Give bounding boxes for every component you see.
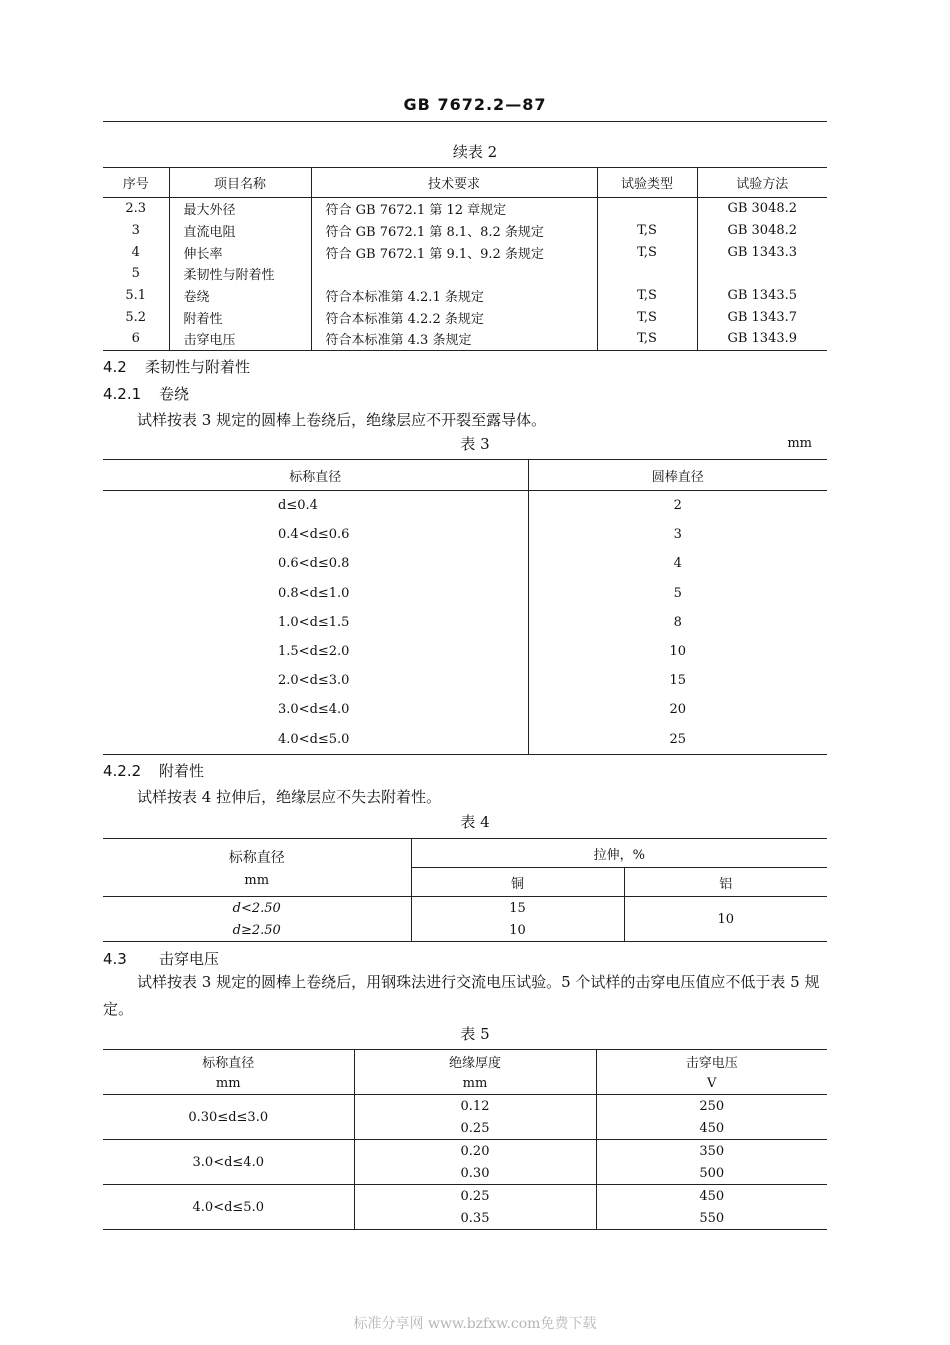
table-row	[103, 1140, 827, 1163]
table5-thickness-cell: 0.25	[354, 1185, 596, 1208]
table2-header-cell: 试验类型	[597, 168, 697, 198]
table5-thickness-cell: 0.12	[354, 1095, 596, 1118]
table-row	[103, 520, 827, 549]
table2-cell: GB 1343.7	[697, 306, 827, 328]
table-row	[103, 328, 827, 350]
section-title: 附着性	[159, 762, 205, 780]
table5-voltage-cell: 250	[596, 1095, 827, 1118]
table-row	[103, 666, 827, 695]
table3-dia-cell: 0.6<d≤0.8	[278, 556, 350, 572]
table5-unit-cell: V	[596, 1072, 827, 1095]
table5	[103, 1049, 827, 1230]
standard-number: GB 7672.2—87	[403, 95, 547, 114]
section-number: 4.2.1	[103, 385, 142, 403]
table4	[103, 838, 827, 942]
table5-header-cell: 绝缘厚度	[354, 1050, 596, 1073]
section-4-3-heading	[103, 948, 219, 969]
table2-cell: 柔韧性与附着性	[169, 263, 311, 285]
table2-header-cell: 项目名称	[169, 168, 311, 198]
table2-cell: T,S	[597, 220, 697, 242]
table5-thickness-cell: 0.25	[354, 1117, 596, 1140]
table3-rod-cell: 10	[528, 637, 827, 666]
table2-cell: 最大外径	[169, 198, 311, 220]
table2-header-cell: 技术要求	[311, 168, 597, 198]
table2-cell: 卷绕	[169, 285, 311, 307]
table5-voltage-cell: 450	[596, 1117, 827, 1140]
table4-dia-header	[103, 839, 411, 897]
table2-cell: T,S	[597, 241, 697, 263]
table-row	[103, 306, 827, 328]
table2-cell: 5.2	[125, 309, 147, 325]
table2-cell: 5.1	[125, 288, 147, 304]
table3-header-row	[103, 460, 827, 491]
table4-cu-cell: 10	[411, 919, 624, 942]
table5-voltage-cell: 550	[596, 1207, 827, 1230]
table2-cell: 5	[131, 266, 140, 282]
table4-dia-cell: d≥2.50	[232, 922, 281, 938]
section-title: 卷绕	[159, 385, 190, 403]
table3-rod-cell: 20	[528, 695, 827, 724]
table5-dia-cell: 0.30≤d≤3.0	[103, 1095, 354, 1140]
table4-subheader-cu: 铜	[411, 868, 624, 897]
table3-caption: 表 3	[460, 435, 490, 453]
table3-dia-cell: 1.0<d≤1.5	[278, 614, 350, 630]
footer-watermark: 标准分享网 www.bzfxw.com免费下载	[353, 1316, 597, 1332]
table2	[103, 167, 827, 351]
table2-cell: 4	[131, 244, 140, 260]
section-4-3-text: 试样按表 3 规定的圆棒上卷绕后，用钢珠法进行交流电压试验。5 个试样的击穿电压值应不低于表 5 规定。	[103, 973, 820, 1018]
table2-cell: 符合 GB 7672.1 第 8.1、8.2 条规定	[311, 220, 597, 242]
table3-rod-cell: 15	[528, 666, 827, 695]
table4-dia-cell: d<2.50	[232, 900, 281, 916]
table2-cell: 击穿电压	[169, 328, 311, 350]
table4-al-cell: 10	[624, 897, 827, 942]
table4-header-row	[103, 839, 827, 868]
section-4-2-2-text: 试样按表 4 拉伸后，绝缘层应不失去附着性。	[137, 788, 442, 806]
table5-unit-row	[103, 1072, 827, 1095]
section-4-2-2-heading	[103, 760, 204, 781]
section-4-2-1-heading	[103, 383, 189, 404]
table2-cell: GB 1343.3	[697, 241, 827, 263]
table2-cell: 2.3	[125, 201, 147, 217]
table2-cell: GB 3048.2	[697, 198, 827, 220]
table2-header-cell: 序号	[103, 168, 169, 198]
table-row	[103, 725, 827, 755]
table2-cell: 符合 GB 7672.1 第 12 章规定	[311, 198, 597, 220]
table-row	[103, 549, 827, 578]
table-row	[103, 220, 827, 242]
table2-cell	[597, 263, 697, 285]
table3-rod-cell: 4	[528, 549, 827, 578]
table5-header-cell: 标称直径	[202, 1055, 255, 1071]
section-4-2-1-text: 试样按表 3 规定的圆棒上卷绕后，绝缘层应不开裂至露导体。	[137, 411, 547, 429]
table-row	[103, 263, 827, 285]
section-number: 4.3	[103, 950, 127, 968]
section-title: 击穿电压	[159, 950, 220, 968]
table3-dia-cell: 1.5<d≤2.0	[278, 644, 350, 660]
table2-header-row	[103, 168, 827, 198]
table3-dia-cell: 4.0<d≤5.0	[278, 731, 350, 747]
table3-rod-cell: 3	[528, 520, 827, 549]
table5-unit-cell: mm	[354, 1072, 596, 1095]
table5-thickness-cell: 0.20	[354, 1140, 596, 1163]
section-number: 4.2	[103, 358, 127, 376]
section-title: 柔韧性与附着性	[145, 358, 251, 376]
table3-rod-cell: 5	[528, 579, 827, 608]
table-row	[103, 1185, 827, 1208]
table4-cu-cell: 15	[411, 897, 624, 920]
table2-cell: T,S	[597, 328, 697, 350]
table5-unit-cell: mm	[103, 1072, 354, 1095]
table3-header-cell: 圆棒直径	[528, 460, 827, 491]
table5-voltage-cell: 350	[596, 1140, 827, 1163]
table2-cell: 符合本标准第 4.2.2 条规定	[311, 306, 597, 328]
table3	[103, 459, 827, 755]
table3-unit: mm	[787, 436, 812, 451]
table5-thickness-cell: 0.30	[354, 1162, 596, 1185]
table2-cell: T,S	[597, 285, 697, 307]
table4-subheader-al: 铝	[624, 868, 827, 897]
table2-cell	[697, 263, 827, 285]
table-row	[103, 637, 827, 666]
table2-header-cell: 试验方法	[697, 168, 827, 198]
table2-caption: 续表 2	[452, 143, 498, 161]
section-number: 4.2.2	[103, 762, 142, 780]
table3-dia-cell: 0.4<d≤0.6	[278, 527, 350, 543]
table2-cell: GB 1343.9	[697, 328, 827, 350]
table5-header-cell: 击穿电压	[596, 1050, 827, 1073]
table-row	[103, 608, 827, 637]
table3-rod-cell: 2	[528, 491, 827, 521]
table5-header-row	[103, 1050, 827, 1073]
table-row	[103, 579, 827, 608]
table2-cell: 6	[131, 331, 140, 347]
table4-caption: 表 4	[460, 813, 490, 831]
table3-rod-cell: 25	[528, 725, 827, 755]
table3-header-cell: 标称直径	[103, 460, 528, 491]
table2-cell: GB 3048.2	[697, 220, 827, 242]
table4-group-header: 拉伸，%	[411, 839, 827, 868]
table5-dia-cell: 3.0<d≤4.0	[103, 1140, 354, 1185]
table-row	[103, 491, 827, 521]
table2-cell	[597, 198, 697, 220]
table5-thickness-cell: 0.35	[354, 1207, 596, 1230]
table5-caption: 表 5	[460, 1025, 490, 1043]
table-row	[103, 285, 827, 307]
table5-voltage-cell: 500	[596, 1162, 827, 1185]
table2-cell: GB 1343.5	[697, 285, 827, 307]
table2-cell: T,S	[597, 306, 697, 328]
table-row	[103, 198, 827, 220]
section-4-2-heading	[103, 356, 250, 377]
table-row	[103, 695, 827, 724]
table3-rod-cell: 8	[528, 608, 827, 637]
table4-dia-unit: mm	[244, 873, 270, 888]
header-rule	[103, 121, 827, 122]
table2-cell: 3	[131, 223, 140, 239]
table4-dia-label: 标称直径	[228, 850, 285, 866]
table5-dia-cell: 4.0<d≤5.0	[192, 1199, 264, 1215]
table3-dia-cell: 3.0<d≤4.0	[278, 702, 350, 718]
table2-cell: 附着性	[169, 306, 311, 328]
table2-cell: 符合本标准第 4.2.1 条规定	[311, 285, 597, 307]
table3-dia-cell: 2.0<d≤3.0	[278, 673, 350, 689]
table-row	[103, 897, 827, 920]
table-row	[103, 241, 827, 263]
table5-voltage-cell: 450	[596, 1185, 827, 1208]
table3-dia-cell: 0.8<d≤1.0	[278, 585, 350, 601]
table2-cell: 直流电阻	[169, 220, 311, 242]
table2-cell: 伸长率	[169, 241, 311, 263]
table2-cell: 符合本标准第 4.3 条规定	[311, 328, 597, 350]
table2-cell: 符合 GB 7672.1 第 9.1、9.2 条规定	[311, 241, 597, 263]
table3-dia-cell: d≤0.4	[278, 498, 318, 514]
table2-cell	[311, 263, 597, 285]
table-row	[103, 1095, 827, 1118]
